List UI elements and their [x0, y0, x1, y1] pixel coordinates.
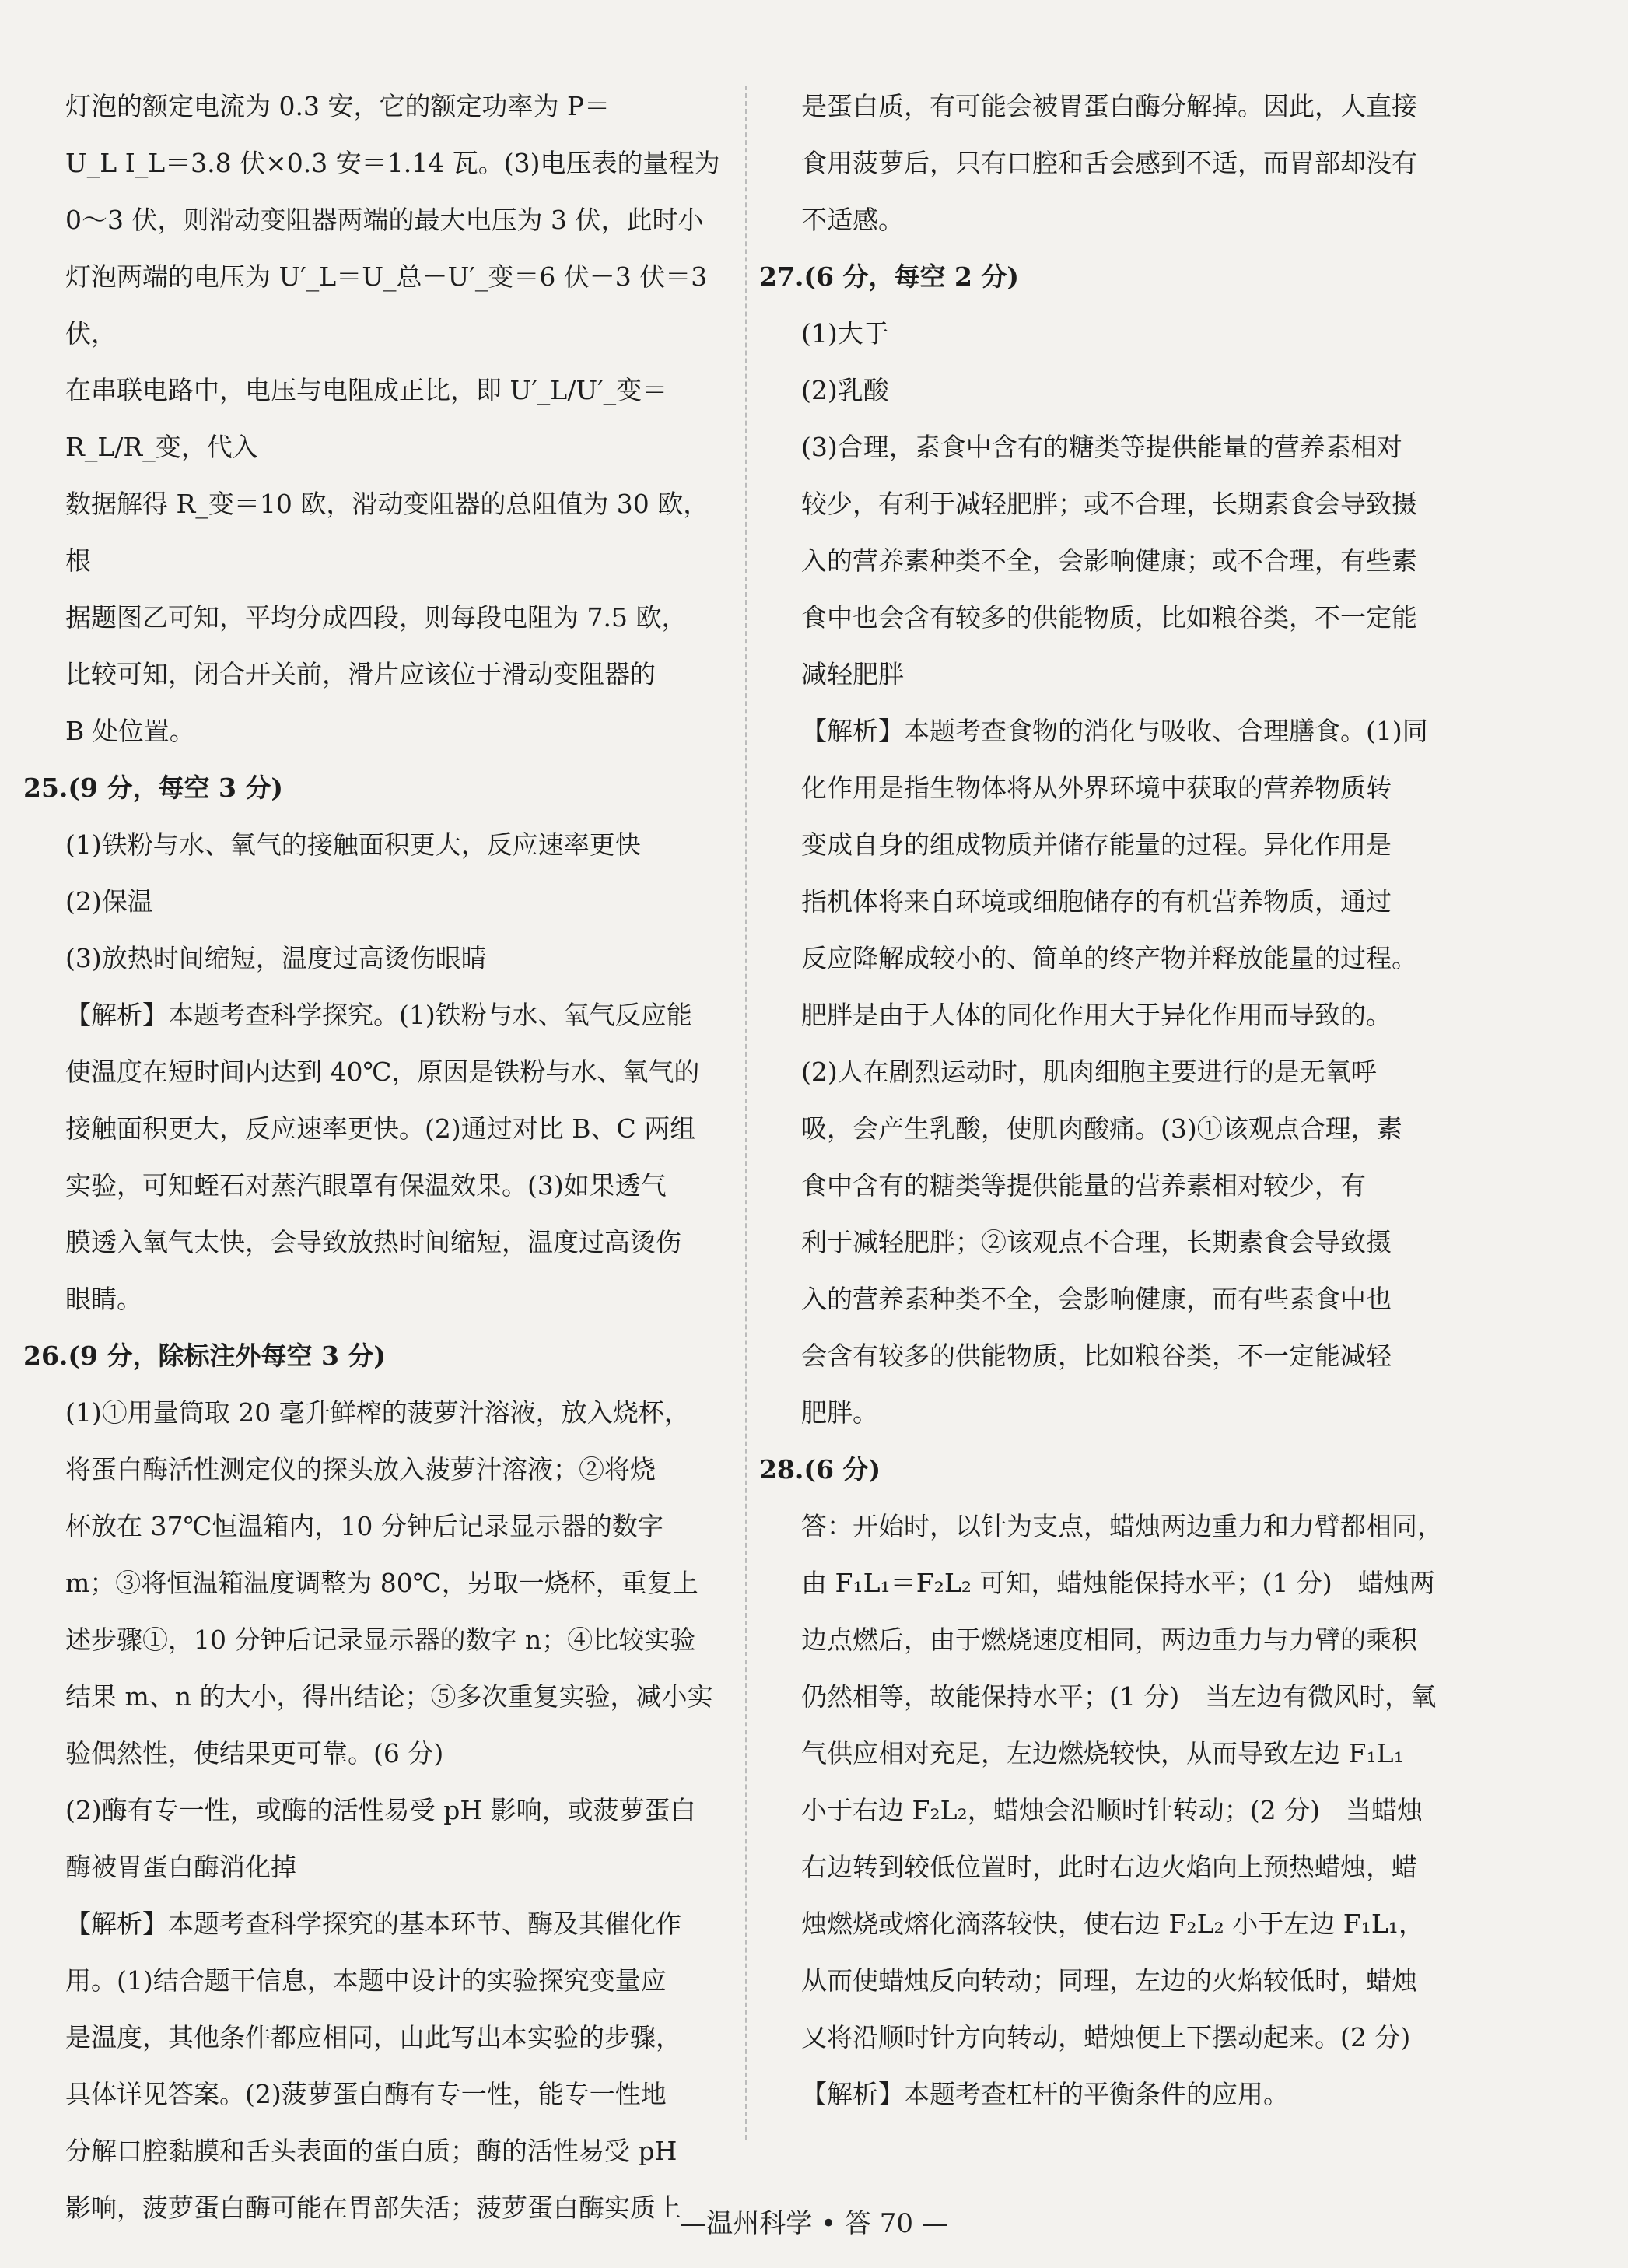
text-line: 入的营养素种类不全，会影响健康；或不合理，有些素: [801, 545, 1417, 576]
text-line: 从而使蜡烛反向转动；同理，左边的火焰较低时，蜡烛: [801, 1965, 1417, 1996]
text-line: 减轻肥胖: [801, 659, 904, 689]
text-line: 食中含有的糖类等提供能量的营养素相对较少，有: [801, 1170, 1366, 1201]
text-line: U_L I_L＝3.8 伏×0.3 安＝1.14 瓦。(3)电压表的量程为: [65, 148, 720, 178]
text-line: 肥胖是由于人体的同化作用大于异化作用而导致的。: [801, 1000, 1392, 1030]
text-line: 实验，可知蛭石对蒸汽眼罩有保温效果。(3)如果透气: [65, 1170, 667, 1201]
text-line: 反应降解成较小的、简单的终产物并释放能量的过程。: [801, 943, 1417, 973]
text-line: 吸，会产生乳酸，使肌肉酸痛。(3)①该观点合理，素: [801, 1113, 1402, 1144]
text-line: 具体详见答案。(2)菠萝蛋白酶有专一性，能专一性地: [65, 2079, 667, 2109]
text-line: (1)铁粉与水、氧气的接触面积更大，反应速率更快: [65, 829, 641, 860]
text-line: 灯泡两端的电压为 U′_L＝U_总－U′_变＝6 伏－3 伏＝3 伏，: [65, 261, 708, 349]
text-line: 食用菠萝后，只有口腔和舌会感到不适，而胃部却没有: [801, 148, 1417, 178]
text-line: 右边转到较低位置时，此时右边火焰向上预热蜡烛，蜡: [801, 1852, 1417, 1882]
text-line: 又将沿顺时针方向转动，蜡烛便上下摆动起来。(2 分): [801, 2022, 1411, 2052]
text-line: 在串联电路中，电压与电阻成正比，即 U′_L/U′_变＝R_L/R_变，代入: [65, 375, 668, 462]
text-line: 0～3 伏，则滑动变阻器两端的最大电压为 3 伏，此时小: [65, 205, 704, 235]
text-line: (2)乳酸: [801, 375, 889, 405]
question-header-26: 26.(9 分，除标注外每空 3 分): [23, 1341, 387, 1371]
text-line: 肥胖。: [801, 1397, 878, 1428]
question-header-28: 28.(6 分): [759, 1454, 881, 1485]
text-line: 使温度在短时间内达到 40℃，原因是铁粉与水、氧气的: [65, 1057, 700, 1087]
text-line: (3)合理，素食中含有的糖类等提供能量的营养素相对: [801, 432, 1402, 462]
text-line: 变成自身的组成物质并储存能量的过程。异化作用是: [801, 829, 1392, 860]
text-line: 结果 m、n 的大小，得出结论；⑤多次重复实验，减小实: [65, 1681, 713, 1712]
text-line: 据题图乙可知，平均分成四段，则每段电阻为 7.5 欧，: [65, 602, 688, 633]
question-header-27: 27.(6 分，每空 2 分): [759, 261, 1020, 292]
right-column: [759, 78, 1470, 2123]
text-line: 膜透入氧气太快，会导致放热时间缩短，温度过高烫伤: [65, 1227, 681, 1257]
text-line: 是蛋白质，有可能会被胃蛋白酶分解掉。因此，人直接: [801, 91, 1417, 121]
page-footer: —温州科学 • 答 70 —: [680, 2208, 948, 2239]
text-line: 化作用是指生物体将从外界环境中获取的营养物质转: [801, 773, 1392, 803]
text-line: 眼睛。: [65, 1284, 142, 1314]
text-line: 验偶然性，使结果更可靠。(6 分): [65, 1738, 444, 1768]
text-line: 灯泡的额定电流为 0.3 安，它的额定功率为 P＝: [65, 91, 611, 121]
answer-line: 答：开始时，以针为支点，蜡烛两边重力和力臂都相同，: [801, 1511, 1443, 1541]
text-line: 分解口腔黏膜和舌头表面的蛋白质；酶的活性易受 pH: [65, 2136, 677, 2166]
text-line: 小于右边 F₂L₂，蜡烛会沿顺时针转动；(2 分) 当蜡烛: [801, 1795, 1423, 1825]
text-line: 由 F₁L₁＝F₂L₂ 可知，蜡烛能保持水平；(1 分) 蜡烛两: [801, 1568, 1435, 1598]
text-line: (2)保温: [65, 886, 153, 917]
analysis-line: 【解析】本题考查科学探究。(1)铁粉与水、氧气反应能: [65, 1000, 692, 1030]
text-line: (3)放热时间缩短，温度过高烫伤眼睛: [65, 943, 487, 973]
text-line: 气供应相对充足，左边燃烧较快，从而导致左边 F₁L₁: [801, 1738, 1404, 1768]
text-line: 会含有较多的供能物质，比如粮谷类，不一定能减轻: [801, 1341, 1392, 1371]
text-line: 将蛋白酶活性测定仪的探头放入菠萝汁溶液；②将烧: [65, 1454, 656, 1485]
text-line: (1)大于: [801, 318, 889, 349]
text-line: 不适感。: [801, 205, 904, 235]
text-line: 杯放在 37℃恒温箱内，10 分钟后记录显示器的数字: [65, 1511, 663, 1541]
text-line: 酶被胃蛋白酶消化掉: [65, 1852, 296, 1882]
text-line: 数据解得 R_变＝10 欧，滑动变阻器的总阻值为 30 欧，根: [65, 489, 709, 576]
text-line: 利于减轻肥胖；②该观点不合理，长期素食会导致摄: [801, 1227, 1392, 1257]
text-line: (2)人在剧烈运动时，肌肉细胞主要进行的是无氧呼: [801, 1057, 1377, 1087]
column-divider: [745, 86, 747, 2140]
text-line: (2)酶有专一性，或酶的活性易受 pH 影响，或菠萝蛋白: [65, 1795, 696, 1825]
text-line: 烛燃烧或熔化滴落较快，使右边 F₂L₂ 小于左边 F₁L₁，: [801, 1909, 1425, 1939]
text-line: 指机体将来自环境或细胞储存的有机营养物质，通过: [801, 886, 1392, 917]
text-line: 接触面积更大，反应速率更快。(2)通过对比 B、C 两组: [65, 1113, 696, 1144]
question-header-25: 25.(9 分，每空 3 分): [23, 773, 284, 803]
text-line: 用。(1)结合题干信息，本题中设计的实验探究变量应: [65, 1965, 667, 1996]
analysis-line: 【解析】本题考查科学探究的基本环节、酶及其催化作: [65, 1909, 681, 1939]
text-line: 是温度，其他条件都应相同，由此写出本实验的步骤，: [65, 2022, 681, 2052]
text-line: B 处位置。: [65, 716, 195, 746]
analysis-line: 【解析】本题考查杠杆的平衡条件的应用。: [801, 2079, 1289, 2109]
analysis-line: 【解析】本题考查食物的消化与吸收、合理膳食。(1)同: [801, 716, 1428, 746]
text-line: 述步骤①，10 分钟后记录显示器的数字 n；④比较实验: [65, 1625, 696, 1655]
left-column: [23, 78, 726, 2236]
text-line: 比较可知，闭合开关前，滑片应该位于滑动变阻器的: [65, 659, 656, 689]
text-line: 影响，菠萝蛋白酶可能在胃部失活；菠萝蛋白酶实质上: [65, 2193, 681, 2223]
text-line: 较少，有利于减轻肥胖；或不合理，长期素食会导致摄: [801, 489, 1417, 519]
text-line: 仍然相等，故能保持水平；(1 分) 当左边有微风时，氧: [801, 1681, 1437, 1712]
text-line: (1)①用量筒取 20 毫升鲜榨的菠萝汁溶液，放入烧杯，: [65, 1397, 690, 1428]
text-line: m；③将恒温箱温度调整为 80℃，另取一烧杯，重复上: [65, 1568, 698, 1598]
text-line: 边点燃后，由于燃烧速度相同，两边重力与力臂的乘积: [801, 1625, 1417, 1655]
text-line: 食中也会含有较多的供能物质，比如粮谷类，不一定能: [801, 602, 1417, 633]
text-line: 入的营养素种类不全，会影响健康，而有些素食中也: [801, 1284, 1392, 1314]
